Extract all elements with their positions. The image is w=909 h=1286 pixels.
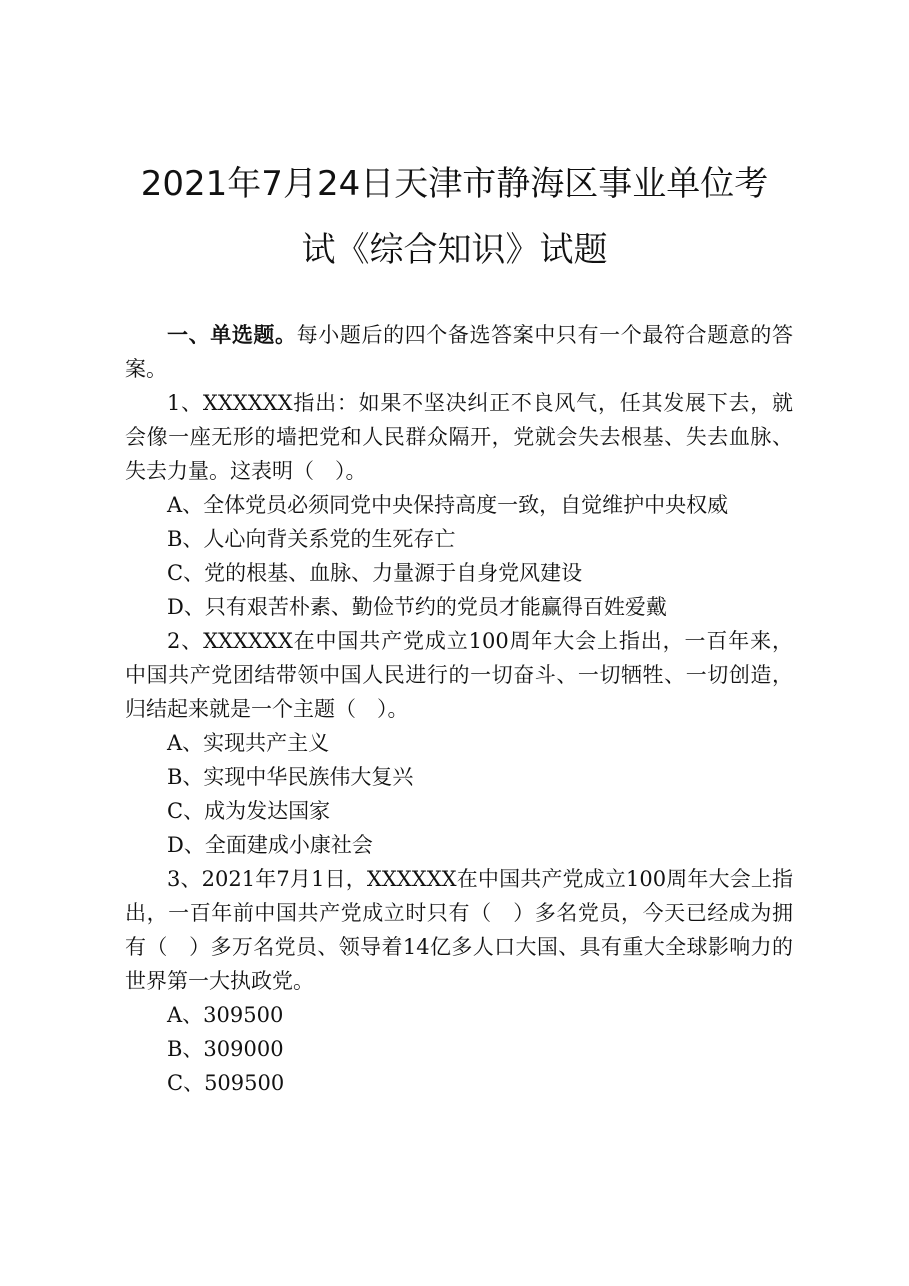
document-title-line-2: 试《综合知识》试题 <box>301 230 608 270</box>
question-2-stem: 2、XXXXXX在中国共产党成立100周年大会上指出，一百年来，中国共产党团结带领中国人民进行的一切奋斗、一切牺牲、一切创造，归结起来就是一个主题（ ）。 <box>125 629 793 721</box>
question-3-stem: 3、2021年7月1日，XXXXXX在中国共产党成立100周年大会上指出，一百年前中国共产党成立时只有（ ）多名党员，今天已经成为拥有（ ）多万名党员、领导着14亿多人口大国、具有重大全球影响力的世界第一大执政党。 <box>125 867 793 993</box>
question-1-option-a: A、全体党员必须同党中央保持高度一致，自觉维护中央权威 <box>167 493 729 517</box>
document-title-line-1: 2021年7月24日天津市静海区事业单位考 <box>140 164 769 204</box>
question-3-option-c: C、509500 <box>167 1071 285 1095</box>
question-1-option-c: C、党的根基、血脉、力量源于自身党风建设 <box>167 561 583 585</box>
question-1-option-b: B、人心向背关系党的生死存亡 <box>167 527 456 551</box>
document-body <box>125 318 793 1100</box>
question-1-option-d: D、只有艰苦朴素、勤俭节约的党员才能赢得百姓爱戴 <box>167 595 667 619</box>
question-2-option-d: D、全面建成小康社会 <box>167 833 373 857</box>
question-2-option-a: A、实现共产主义 <box>167 731 330 755</box>
question-3-option-a: A、309500 <box>167 1003 284 1027</box>
question-2-option-b: B、实现中华民族伟大复兴 <box>167 765 414 789</box>
question-3-option-b: B、309000 <box>167 1037 284 1061</box>
section-intro <box>125 318 793 386</box>
section-instruction: 每小题后的四个备选答案中只有一个最符合题意的答案。 <box>125 323 794 381</box>
section-heading: 一、单选题。 <box>167 323 297 347</box>
question-2-option-c: C、成为发达国家 <box>167 799 331 823</box>
question-1-stem: 1、XXXXXX指出：如果不坚决纠正不良风气，任其发展下去，就会像一座无形的墙把党和人民群众隔开，党就会失去根基、失去血脉、失去力量。这表明（ ）。 <box>125 391 793 483</box>
